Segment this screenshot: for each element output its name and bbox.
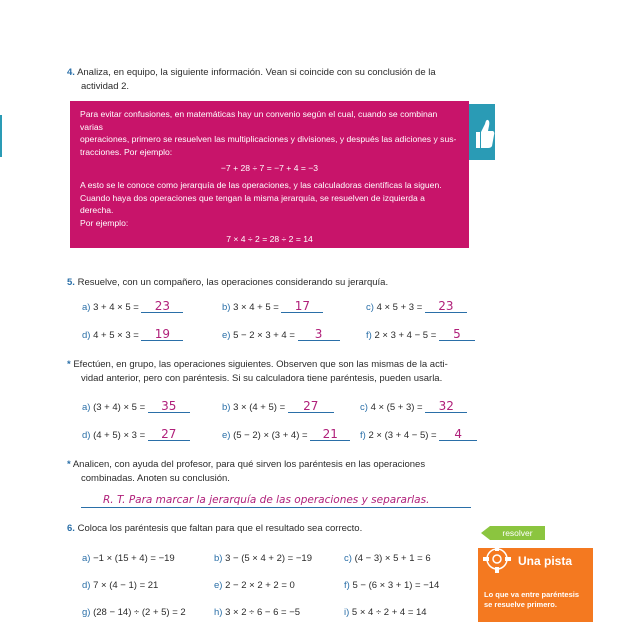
item-label: e) (222, 330, 231, 341)
activity-text-line1: Analicen, con ayuda del profesor, para qué sirven los paréntesis en las operaciones (72, 459, 426, 470)
item-label: c) (366, 302, 374, 313)
item-label: h) (214, 607, 223, 618)
item-label: f) (344, 580, 350, 591)
item-expression: 2 × 3 + 4 − 5 = (374, 330, 437, 341)
question-4 (67, 66, 436, 80)
item-expression[interactable]: 3 × 2 ÷ 6 − 6 = −5 (225, 607, 301, 618)
item-expression: 2 × (3 + 4 − 5) = (368, 430, 437, 441)
item-expression: 4 × (5 + 3) = (370, 402, 423, 413)
exercise-item (222, 328, 340, 341)
item-answer[interactable]: 23 (425, 300, 467, 313)
item-label: a) (82, 402, 91, 413)
item-label: b) (222, 302, 231, 313)
exercise-item (366, 328, 475, 341)
conclusion-answer[interactable]: R. T. Para marcar la jerarquía de las operaciones y separarlas. (81, 493, 471, 508)
item-label: d) (82, 330, 91, 341)
activity-text-line1: Efectúen, en grupo, las operaciones siguientes. Observen que son las mismas de la acti- (73, 359, 448, 370)
exercise-item (82, 553, 175, 564)
exercise-item (214, 553, 312, 564)
rule-paragraph-line: A esto se le conoce como jerarquía de las operaciones, y las calculadoras científicas la siguen. (80, 179, 442, 190)
exercise-item (222, 428, 350, 441)
item-expression[interactable]: 5 − (6 × 3 + 1) = −14 (352, 580, 440, 591)
exercise-item (82, 428, 190, 441)
rule-paragraph-line: Cuando haya dos operaciones que tengan la misma jerarquía, se resuelven de izquierda a derecha. (80, 192, 425, 216)
item-expression[interactable]: 5 × 4 ÷ 2 + 4 = 14 (351, 607, 427, 618)
item-expression: (5 − 2) × (3 + 4) = (233, 430, 308, 441)
exercise-item (344, 607, 427, 618)
example-1: −7 + 28 ÷ 7 = −7 + 4 = −3 (220, 163, 319, 174)
item-expression: (4 + 5) × 3 = (93, 430, 146, 441)
question-6 (67, 522, 362, 536)
bullet-star: * (67, 459, 71, 470)
exercise-item (82, 580, 158, 591)
item-answer[interactable]: 17 (281, 300, 323, 313)
question-number: 5. (67, 277, 75, 288)
rule-paragraph-line: Para evitar confusiones, en matemáticas hay un convenio según el cual, cuando se combinan varias (80, 109, 438, 132)
exercise-item (344, 580, 439, 591)
item-label: b) (214, 553, 223, 564)
item-label: e) (222, 430, 231, 441)
item-expression: 4 + 5 × 3 = (93, 330, 139, 341)
exercise-item (366, 300, 467, 313)
item-answer[interactable]: 27 (288, 400, 334, 413)
rule-box (70, 101, 469, 261)
activity-text-line2: combinadas. Anoten su conclusión. (81, 473, 230, 484)
item-expression: 3 × 4 + 5 = (233, 302, 279, 313)
question-5 (67, 276, 388, 290)
exercise-item (214, 607, 300, 618)
item-expression[interactable]: −1 × (15 + 4) = −19 (93, 553, 175, 564)
item-label: a) (82, 553, 91, 564)
item-label: c) (360, 402, 368, 413)
item-label: i) (344, 607, 350, 618)
exercise-item (222, 300, 323, 313)
item-answer[interactable]: 23 (141, 300, 183, 313)
example-2: 7 × 4 ÷ 2 = 28 ÷ 2 = 14 (226, 234, 313, 245)
exercise-item (344, 553, 431, 564)
item-label: e) (214, 580, 223, 591)
question-text: Resuelve, con un compañero, las operaciones considerando su jerarquía. (77, 277, 389, 288)
exercise-item (360, 400, 467, 413)
thumbs-up-tab (469, 104, 495, 160)
item-expression: 3 × (4 + 5) = (233, 402, 286, 413)
activity-text-line2: vidad anterior, pero con paréntesis. Si su calculadora tiene paréntesis, pueden usarla. (81, 373, 443, 384)
question-text: Coloca los paréntesis que faltan para que el resultado sea correcto. (77, 523, 363, 534)
hint-title: Una pista (518, 554, 573, 568)
item-expression[interactable]: 2 − 2 × 2 + 2 = 0 (225, 580, 295, 591)
hint-text: Lo que va entre paréntesis se resuelve primero. (484, 590, 580, 609)
activity-parentheses (67, 358, 448, 372)
exercise-item (82, 300, 183, 313)
hint-tab: resolver (490, 526, 545, 540)
item-expression[interactable]: (28 − 14) ÷ (2 + 5) = 2 (93, 607, 186, 618)
item-expression: 3 + 4 × 5 = (93, 302, 139, 313)
gear-icon (482, 544, 512, 574)
rule-paragraph-line: operaciones, primero se resuelven las multiplicaciones y divisiones, y después las adiciones y sus- (80, 134, 457, 145)
item-label: d) (82, 430, 91, 441)
item-label: g) (82, 607, 91, 618)
thumbs-up-icon (469, 104, 495, 160)
question-number: 4. (67, 67, 75, 78)
item-label: d) (82, 580, 91, 591)
item-expression[interactable]: (4 − 3) × 5 + 1 = 6 (354, 553, 431, 564)
question-text-line1: Analiza, en equipo, la siguiente información. Vean si coincide con su conclusión de la (77, 67, 436, 78)
activity-conclusion (67, 458, 425, 472)
item-expression: 5 − 2 × 3 + 4 = (233, 330, 295, 341)
item-answer[interactable]: 4 (439, 428, 477, 441)
item-answer[interactable]: 5 (439, 328, 475, 341)
item-label: f) (366, 330, 372, 341)
hint-tab-arrow (481, 526, 490, 540)
item-answer[interactable]: 32 (425, 400, 467, 413)
item-label: c) (344, 553, 352, 564)
rule-paragraph-line: Por ejemplo: (80, 217, 129, 228)
exercise-item (222, 400, 334, 413)
exercise-item (82, 607, 186, 618)
item-label: f) (360, 430, 366, 441)
item-expression: 4 × 5 + 3 = (376, 302, 423, 313)
bullet-star: * (67, 359, 71, 370)
exercise-item (360, 428, 477, 441)
item-answer[interactable]: 21 (310, 428, 350, 441)
item-answer[interactable]: 27 (148, 428, 190, 441)
exercise-item (82, 328, 183, 341)
rule-paragraph-line: tracciones. Por ejemplo: (80, 146, 173, 157)
item-expression[interactable]: 3 − (5 × 4 + 2) = −19 (225, 553, 312, 564)
item-expression: (3 + 4) × 5 = (93, 402, 146, 413)
item-answer[interactable]: 35 (148, 400, 190, 413)
exercise-item (214, 580, 295, 591)
item-label: b) (222, 402, 231, 413)
rule-conclusion: Primero se hizo la multiplicación y luego la división. (80, 250, 276, 261)
item-expression[interactable]: 7 × (4 − 1) = 21 (93, 580, 159, 591)
item-answer[interactable]: 19 (141, 328, 183, 341)
item-answer[interactable]: 3 (298, 328, 340, 341)
question-number: 6. (67, 523, 75, 534)
item-label: a) (82, 302, 91, 313)
exercise-item (82, 400, 190, 413)
page-edge-marker (0, 115, 2, 157)
question-4-line2: actividad 2. (81, 81, 130, 92)
